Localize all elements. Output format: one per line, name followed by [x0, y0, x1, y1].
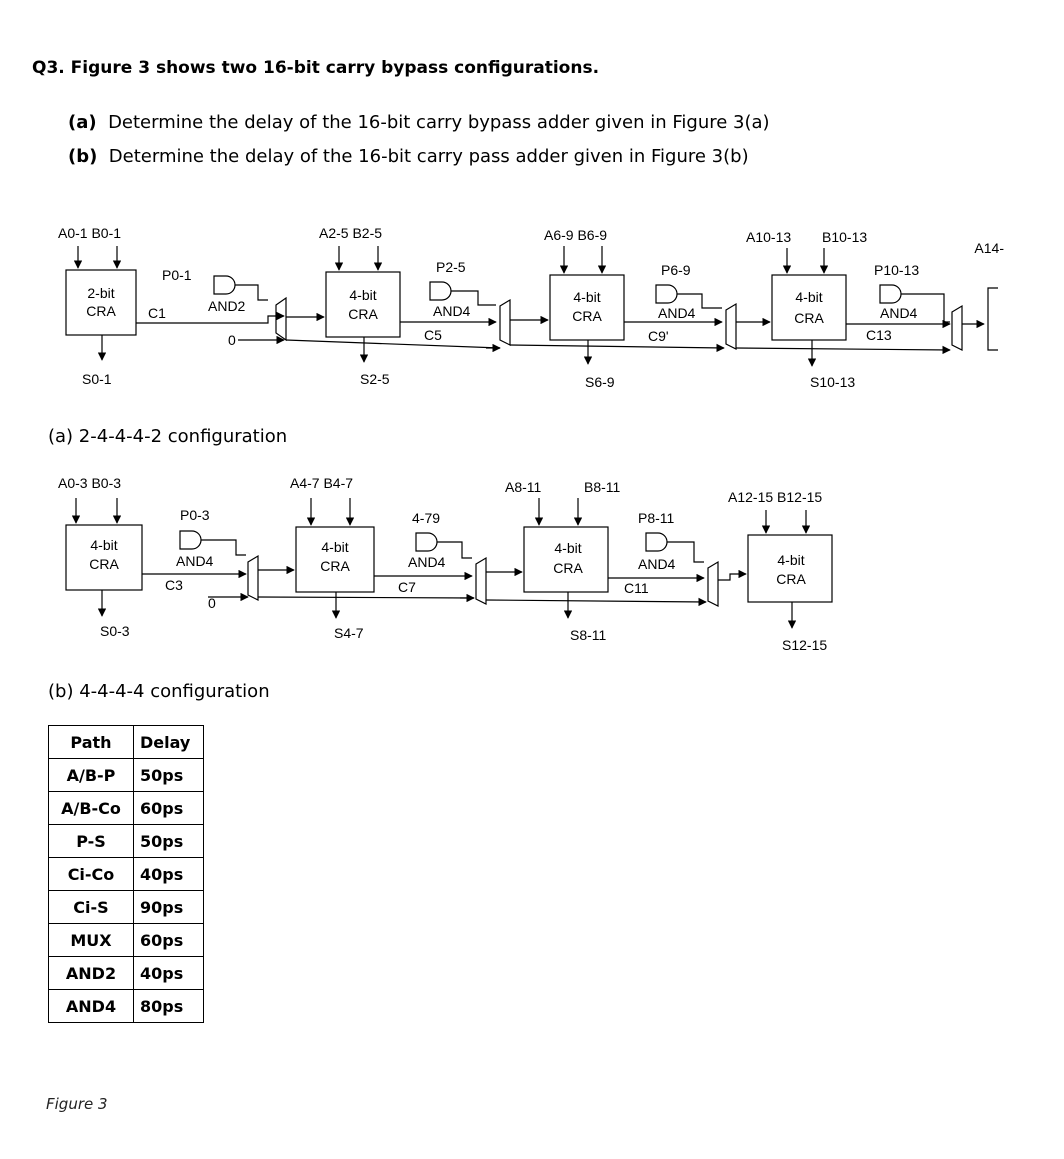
figure-a-labels [58, 225, 1004, 390]
table-row [49, 825, 204, 858]
label-a-and4-1: AND4 [433, 303, 471, 319]
cra-block-a3 [772, 275, 846, 340]
mux-b2 [476, 558, 486, 604]
table-row [49, 792, 204, 825]
and4-gate-a3 [880, 285, 901, 303]
path-cell: Ci-S [49, 891, 134, 924]
label-a-in2: A6-9 B6-9 [544, 227, 608, 243]
mux-a4 [952, 306, 962, 350]
label-a-in0: A0-1 B0-1 [58, 225, 122, 241]
label-a-cra3-line1: 4-bit [795, 289, 823, 305]
label-b-p0: P0-3 [180, 507, 210, 523]
label-a-p2: P6-9 [661, 262, 691, 278]
label-a-c5: C5 [424, 327, 442, 343]
table-row [49, 924, 204, 957]
label-b-out3: S12-15 [782, 637, 828, 653]
figure-caption: Figure 3 [46, 1095, 108, 1113]
label-a-c9: C9' [648, 328, 669, 344]
delay-cell: 50ps [134, 825, 204, 858]
label-b-cra2-line2: CRA [553, 560, 583, 576]
mux-a1 [276, 298, 286, 340]
label-a-cra1-line2: CRA [348, 306, 378, 322]
cra-block-b3 [748, 535, 832, 602]
label-b-in3: A12-15 B12-15 [728, 489, 823, 505]
label-b-cra0-line2: CRA [89, 556, 119, 572]
delay-cell: 40ps [134, 858, 204, 891]
and4-gate-b1 [416, 533, 437, 551]
table-header-row [49, 726, 204, 759]
label-a-out0: S0-1 [82, 371, 112, 387]
label-a-cra2-line2: CRA [572, 308, 602, 324]
label-b-in0: A0-3 B0-3 [58, 475, 122, 491]
label-b-cra1-line1: 4-bit [321, 539, 349, 555]
delay-cell: 60ps [134, 792, 204, 825]
table-row [49, 957, 204, 990]
delay-cell: 50ps [134, 759, 204, 792]
mux-b1 [248, 556, 258, 600]
path-cell: Ci-Co [49, 858, 134, 891]
path-cell: A/B-Co [49, 792, 134, 825]
part-a-label: (a) [68, 112, 97, 133]
label-a-in4: A14- [974, 240, 1004, 256]
label-b-c7: C7 [398, 579, 416, 595]
delay-cell: 60ps [134, 924, 204, 957]
and2-gate-a [214, 276, 235, 294]
label-a-c13: C13 [866, 327, 892, 343]
delay-table [48, 725, 204, 1023]
delay-cell: 90ps [134, 891, 204, 924]
label-a-out3: S10-13 [810, 374, 856, 390]
label-b-out2: S8-11 [570, 627, 607, 643]
label-a-c1: C1 [148, 305, 166, 321]
label-a-out2: S6-9 [585, 374, 615, 390]
label-b-cra3-line2: CRA [776, 571, 806, 587]
label-a-p1: P2-5 [436, 259, 466, 275]
header-delay: Delay [134, 726, 204, 759]
label-b-and4-1: AND4 [408, 554, 446, 570]
part-b-label: (b) [68, 146, 98, 167]
label-a-zero: 0 [228, 332, 236, 348]
label-a-in3b: B10-13 [822, 229, 868, 245]
label-a-out1: S2-5 [360, 371, 390, 387]
part-b-text: Determine the delay of the 16-bit carry pass adder given in Figure 3(b) [108, 146, 749, 167]
label-b-cra1-line2: CRA [320, 558, 350, 574]
label-b-zero: 0 [208, 595, 216, 611]
label-a-cra2-line1: 4-bit [573, 289, 601, 305]
label-b-cra0-line1: 4-bit [90, 537, 118, 553]
label-a-cra0-line2: CRA [86, 303, 116, 319]
table-row [49, 891, 204, 924]
path-cell: A/B-P [49, 759, 134, 792]
label-a-cra0-line1: 2-bit [87, 285, 115, 301]
and4-gate-b2 [646, 533, 667, 551]
figure-b-labels [58, 475, 827, 653]
table-row [49, 759, 204, 792]
mux-b3 [708, 562, 718, 606]
and4-gate-b0 [180, 531, 201, 549]
path-cell: MUX [49, 924, 134, 957]
part-a-text: Determine the delay of the 16-bit carry bypass adder given in Figure 3(a) [108, 112, 770, 133]
path-cell: P-S [49, 825, 134, 858]
label-a-p3: P10-13 [874, 262, 920, 278]
label-b-in2a: A8-11 [505, 479, 542, 495]
figure-a-caption: (a) 2-4-4-4-2 configuration [48, 426, 288, 447]
question-title: Q3. Figure 3 shows two 16-bit carry bypass configurations. [32, 58, 600, 78]
label-b-cra3-line1: 4-bit [777, 552, 805, 568]
label-a-and4-2: AND4 [658, 305, 696, 321]
figure-b-caption: (b) 4-4-4-4 configuration [48, 681, 270, 702]
label-b-out1: S4-7 [334, 625, 364, 641]
label-b-in2b: B8-11 [584, 479, 621, 495]
label-b-in1: A4-7 B4-7 [290, 475, 354, 491]
path-cell: AND2 [49, 957, 134, 990]
label-a-cra3-line2: CRA [794, 310, 824, 326]
label-b-and4-0: AND4 [176, 553, 214, 569]
label-a-and2: AND2 [208, 298, 246, 314]
label-b-out0: S0-3 [100, 623, 130, 639]
cra-block-a1 [326, 272, 400, 337]
figure-a-diagram [66, 246, 998, 366]
label-b-c11: C11 [624, 580, 649, 596]
label-b-p2: P8-11 [638, 510, 675, 526]
delay-cell: 80ps [134, 990, 204, 1023]
label-b-p1: 4-79 [412, 510, 441, 526]
label-b-c3: C3 [165, 577, 183, 593]
label-b-and4-2: AND4 [638, 556, 676, 572]
and4-gate-a2 [656, 285, 677, 303]
path-cell: AND4 [49, 990, 134, 1023]
and4-gate-a1 [430, 282, 451, 300]
table-row [49, 858, 204, 891]
mux-a3 [726, 304, 736, 349]
label-a-p0: P0-1 [162, 267, 192, 283]
label-a-in1: A2-5 B2-5 [319, 225, 383, 241]
mux-a2 [500, 300, 510, 345]
label-a-in3a: A10-13 [746, 229, 792, 245]
table-row [49, 990, 204, 1023]
delay-cell: 40ps [134, 957, 204, 990]
header-path: Path [49, 726, 134, 759]
label-a-and4-3: AND4 [880, 305, 918, 321]
label-a-cra1-line1: 4-bit [349, 287, 377, 303]
label-b-cra2-line1: 4-bit [554, 540, 582, 556]
